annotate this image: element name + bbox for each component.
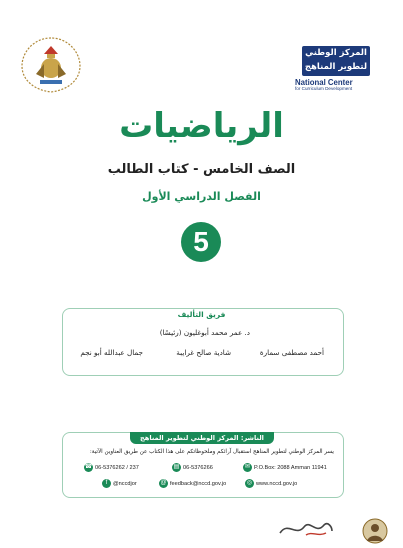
publisher-text: يسر المركز الوطني لتطوير المناهج استقبال آرائكم وملحوظاتكم على هذا الكتاب عن طريق العناوين الآتية: — [89, 449, 334, 455]
facebook-icon: f — [102, 479, 111, 488]
nccd-logo — [302, 46, 370, 76]
social-contact[interactable]: f @nccdjor — [100, 479, 137, 488]
globe-icon: ◎ — [246, 480, 253, 486]
jordan-emblem-icon — [14, 34, 88, 96]
author-member: جمال عبدالله أبو نجم — [80, 348, 143, 357]
pobox-contact: ✉ P.O.Box: 2088 Amman 11941 — [244, 464, 327, 471]
author-member: أحمد مصطفى سمارة — [259, 348, 324, 357]
book-subtitle: الصف الخامس - كتاب الطالب — [107, 162, 296, 177]
logo-arabic-line2: لتطوير المناهج — [304, 62, 368, 72]
phone-icon: ☎ — [84, 464, 93, 470]
mail-icon: ✉ — [244, 464, 251, 470]
email-icon: @ — [160, 480, 167, 486]
logo-name-en: National Center — [295, 78, 353, 87]
website-contact[interactable]: ◎ www.nccd.gov.jo — [246, 480, 298, 487]
logo-arabic-line1: المركز الوطني — [305, 48, 367, 58]
fax-icon: ▤ — [173, 464, 180, 470]
portrait-seal-icon — [358, 517, 392, 545]
author-lead: د. عمر محمد أبوغليون (رئيسًا) — [159, 328, 250, 337]
grade-badge: 5 — [181, 222, 221, 262]
author-member: شادية صالح غرايبة — [176, 348, 231, 357]
semester-label: الفصل الدراسي الأول — [142, 190, 261, 203]
fax-contact: ▤ 06-5376266 — [173, 464, 213, 471]
email-contact[interactable]: @ feedback@nccd.gov.jo — [160, 480, 227, 487]
authors-heading: فريق التأليف — [170, 310, 234, 319]
calligraphy-logo-icon — [276, 517, 336, 541]
phone-contact: ☎ 06-5376262 / 237 — [84, 464, 139, 471]
logo-sub-en: for Curriculum Development — [295, 86, 353, 91]
publisher-banner: الناشر: المركز الوطني لتطوير المناهج — [130, 432, 274, 444]
book-title: الرياضيات — [119, 106, 284, 146]
